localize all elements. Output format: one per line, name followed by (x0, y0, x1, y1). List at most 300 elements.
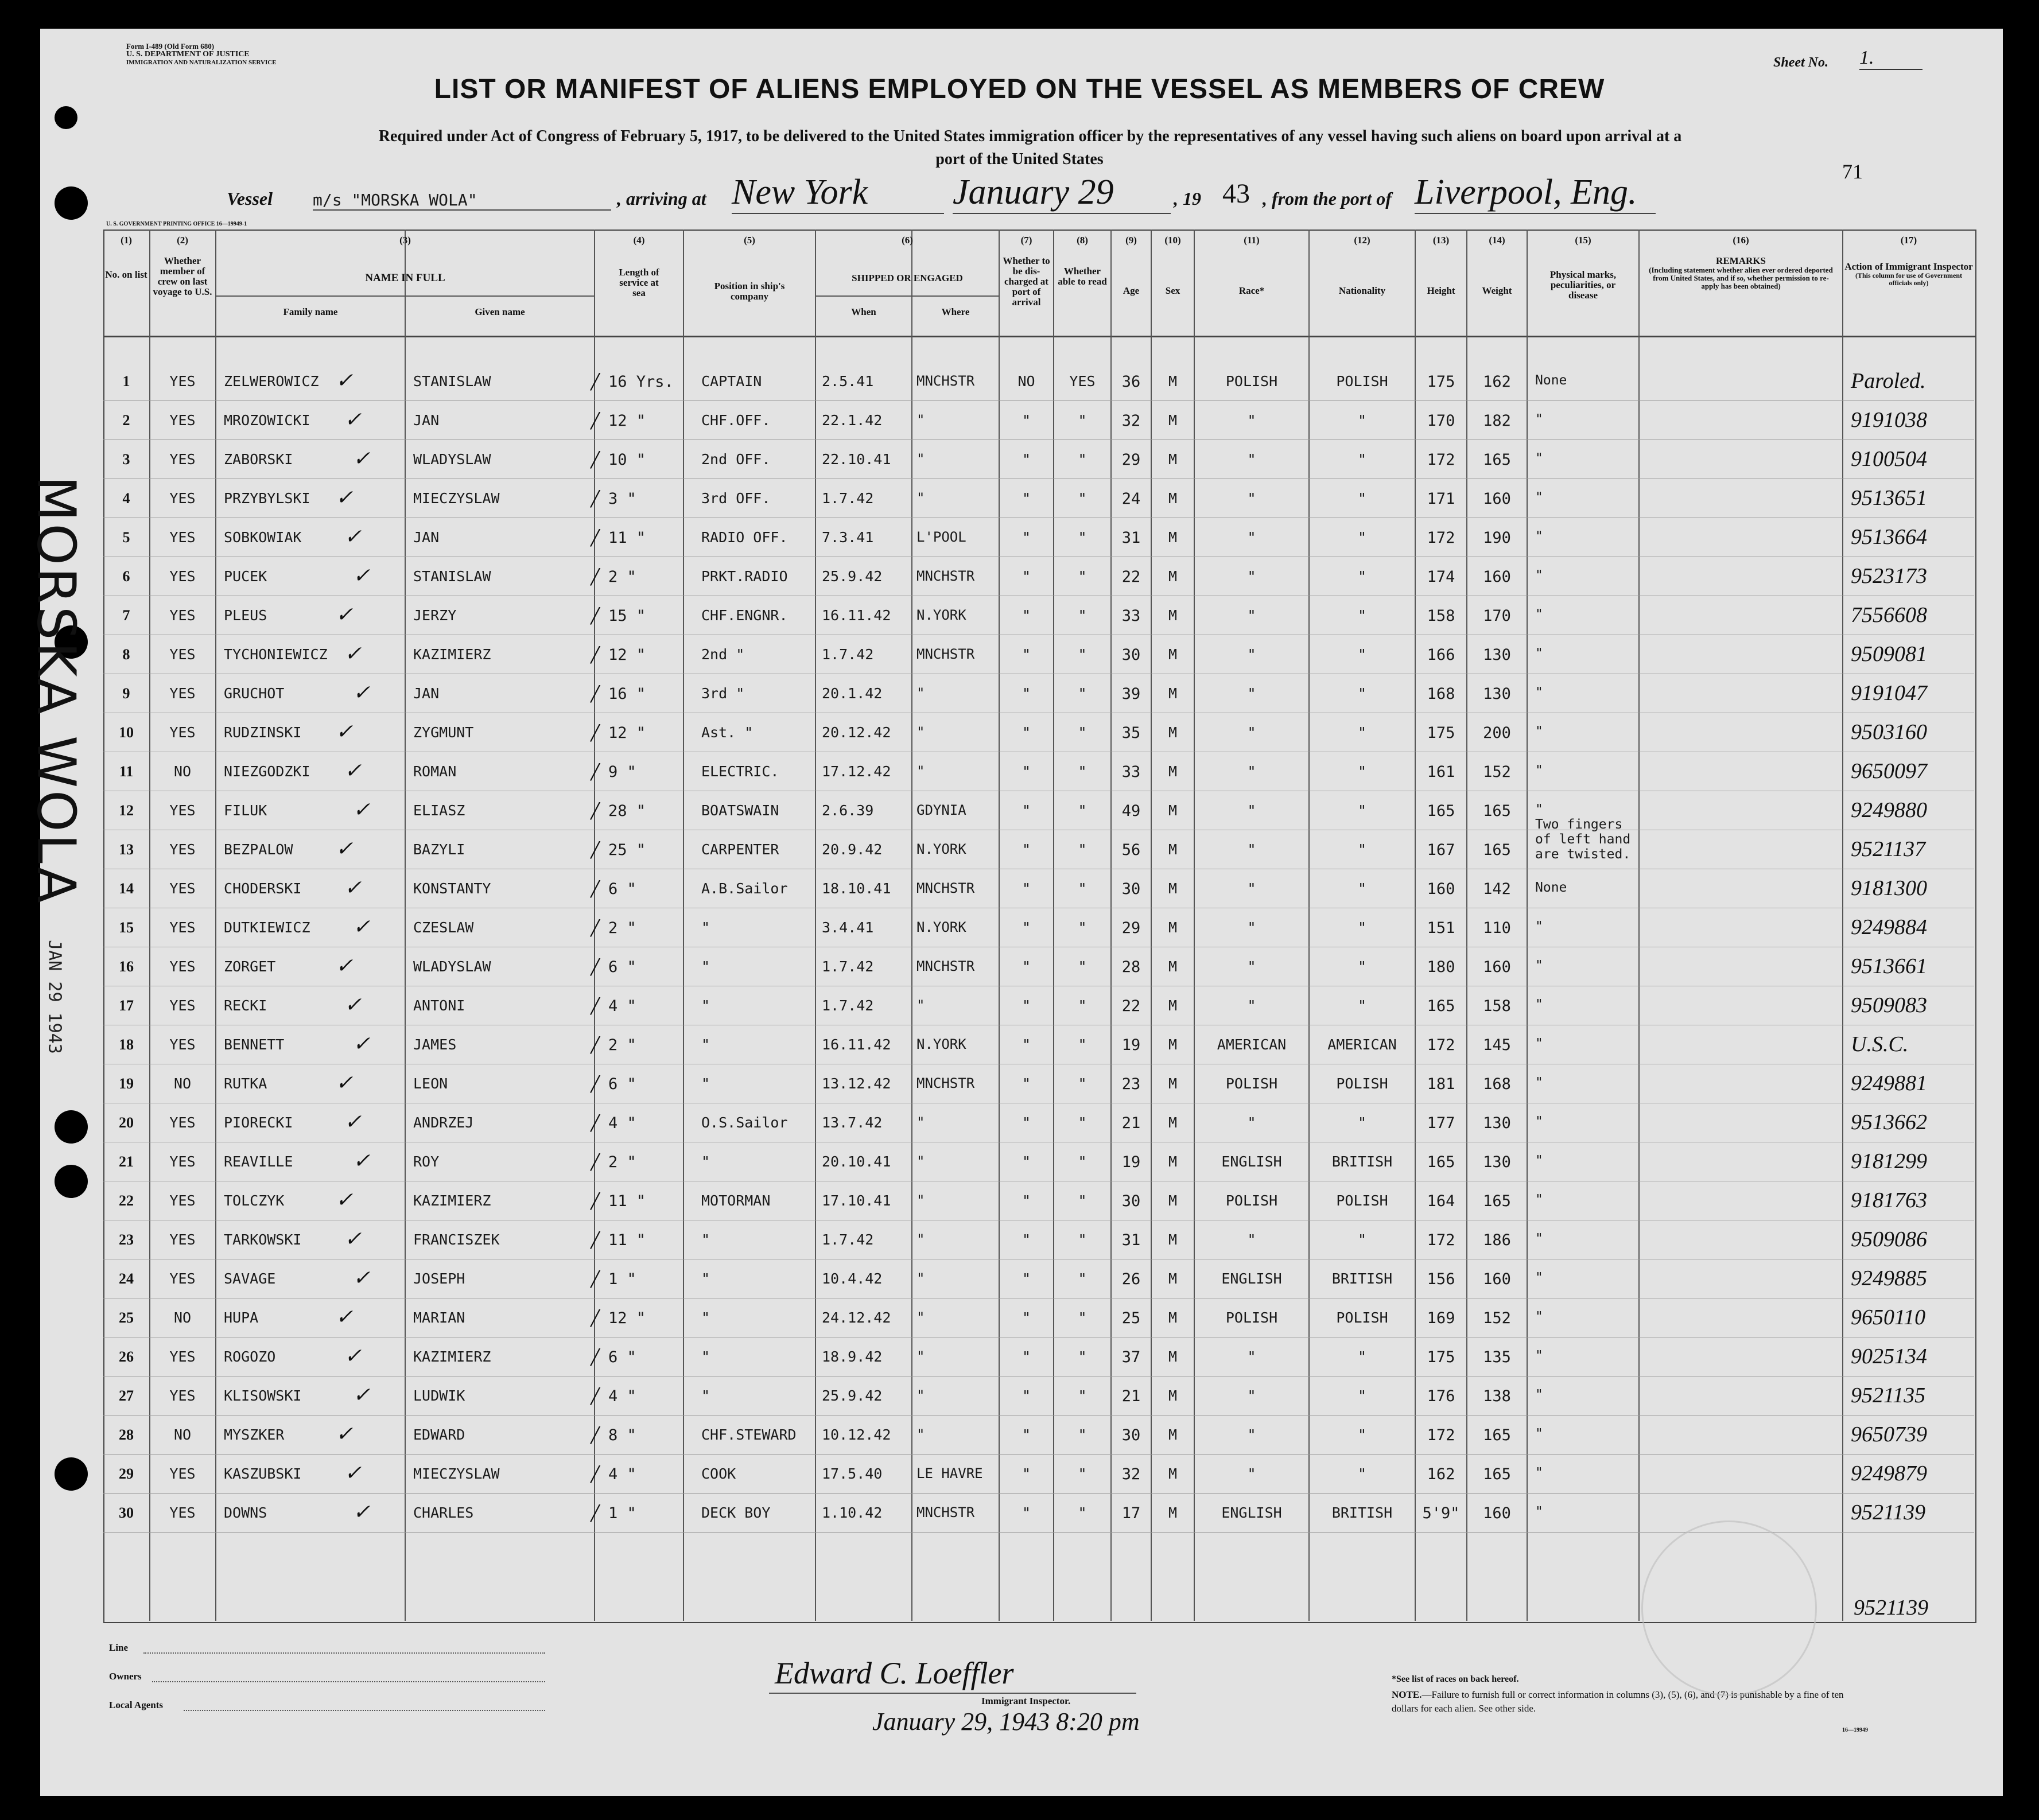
cell-race: ENGLISH (1221, 1153, 1282, 1170)
cell-read: " (1078, 412, 1087, 429)
cell-height: 175 (1427, 373, 1455, 391)
cell-height: 171 (1427, 490, 1455, 508)
cell-service: 4 " (608, 1387, 636, 1405)
tally-mark-icon: / (591, 640, 599, 669)
tally-mark-icon: / (591, 1225, 599, 1254)
cell-given: KAZIMIERZ (413, 646, 491, 663)
check-mark-icon: ✓ (353, 1032, 371, 1055)
cell-disch: " (1022, 1504, 1031, 1521)
check-mark-icon: ✓ (353, 564, 371, 587)
cell-position: 3rd OFF. (701, 490, 771, 507)
col-5-number: (5) (744, 235, 755, 246)
cell-weight: 142 (1483, 880, 1511, 898)
cell-no: 19 (119, 1075, 134, 1092)
vessel-label: Vessel (227, 188, 273, 209)
cell-given: BAZYLI (413, 841, 465, 858)
cell-age: 22 (1121, 997, 1141, 1015)
check-mark-icon: ✓ (353, 1500, 371, 1523)
cell-disch: " (1022, 1153, 1031, 1170)
cell-last: YES (169, 958, 196, 975)
cell-weight: 138 (1483, 1387, 1511, 1405)
cell-given: JAN (413, 529, 440, 546)
cell-marks: None (1535, 880, 1567, 895)
cell-when: 20.1.42 (822, 685, 883, 702)
cell-given: CZESLAW (413, 919, 474, 936)
cell-race: " (1247, 1387, 1256, 1404)
local-agents-label: Local Agents (109, 1700, 163, 1710)
check-mark-icon: ✓ (353, 915, 371, 938)
cell-age: 32 (1121, 412, 1141, 430)
cell-disch: " (1022, 1426, 1031, 1443)
cell-no: 25 (119, 1309, 134, 1326)
cell-last: YES (169, 568, 196, 585)
col-17-header: Action of Immigrant Inspector (1844, 261, 1973, 272)
cell-sex: M (1168, 1153, 1178, 1170)
cell-weight: 165 (1483, 451, 1511, 469)
cell-disch: " (1022, 958, 1031, 975)
cell-family: SOBKOWIAK (224, 529, 302, 546)
cell-race: " (1247, 997, 1256, 1014)
cell-where: MNCHSTR (916, 373, 975, 389)
cell-race: " (1247, 646, 1256, 663)
cell-height: 160 (1427, 880, 1455, 898)
consulate-seal (1641, 1520, 1817, 1696)
cell-where: MNCHSTR (916, 568, 975, 584)
penalty-note (1392, 1688, 1851, 1716)
tally-mark-icon: / (591, 1459, 599, 1488)
cell-nat: " (1357, 1387, 1367, 1404)
inspector-signature: Edward C. Loeffler (775, 1656, 1014, 1690)
cell-weight: 165 (1483, 1192, 1511, 1210)
check-mark-icon: ✓ (344, 993, 362, 1016)
tally-mark-icon: / (591, 367, 599, 396)
cell-last: YES (169, 1036, 196, 1053)
cell-family: TARKOWSKI (224, 1231, 302, 1248)
col-2-number: (2) (177, 235, 188, 246)
cell-where: N.YORK (916, 919, 966, 935)
cell-service: 4 " (608, 997, 636, 1015)
cell-last: YES (169, 1465, 196, 1482)
tally-mark-icon: / (591, 874, 599, 903)
cell-when: 3.4.41 (822, 919, 874, 936)
cell-race: POLISH (1225, 373, 1278, 390)
cell-height: 172 (1427, 1426, 1455, 1444)
cell-sex: M (1168, 373, 1178, 390)
col-9-number: (9) (1125, 235, 1137, 246)
cell-position: " (701, 919, 710, 936)
arriving-port: New York (732, 172, 944, 214)
cell-when: 1.10.42 (822, 1504, 883, 1521)
cell-sex: M (1168, 529, 1178, 546)
cell-no: 17 (119, 997, 134, 1014)
cell-given: KAZIMIERZ (413, 1348, 491, 1365)
cell-sex: M (1168, 724, 1178, 741)
cell-nat: " (1357, 724, 1367, 741)
cell-sex: M (1168, 1075, 1178, 1092)
cell-position: DECK BOY (701, 1504, 771, 1521)
cell-nat: " (1357, 1426, 1367, 1443)
cell-when: 2.6.39 (822, 802, 874, 819)
cell-read: " (1078, 1348, 1087, 1365)
department: U. S. DEPARTMENT OF JUSTICE (126, 50, 250, 59)
cell-height: 175 (1427, 724, 1455, 742)
cell-service: 6 " (608, 1348, 636, 1366)
col-12-number: (12) (1354, 235, 1370, 246)
cell-read: " (1078, 1153, 1087, 1170)
cell-service: 1 " (608, 1504, 636, 1522)
cell-when: 17.12.42 (822, 763, 891, 780)
cell-where: MNCHSTR (916, 880, 975, 896)
cell-action: U.S.C. (1851, 1032, 1909, 1056)
cell-given: JAN (413, 412, 440, 429)
cell-read: " (1078, 1036, 1087, 1053)
cell-when: 7.3.41 (822, 529, 874, 546)
cell-height: 165 (1427, 997, 1455, 1015)
cell-disch: " (1022, 1465, 1031, 1482)
cell-last: NO (173, 1426, 192, 1443)
cell-family: PRZYBYLSKI (224, 490, 310, 507)
cell-position: " (701, 997, 710, 1014)
inspector-title: Immigrant Inspector. (981, 1695, 1071, 1706)
cell-read: " (1078, 685, 1087, 702)
cell-when: 13.7.42 (822, 1114, 883, 1131)
cell-sex: M (1168, 1114, 1178, 1131)
cell-disch: " (1022, 412, 1031, 429)
extra-action-number: 9521139 (1854, 1596, 1929, 1620)
col-1-number: (1) (121, 235, 132, 246)
cell-nat: POLISH (1336, 1192, 1388, 1209)
cell-where: " (916, 1192, 925, 1208)
cell-given: ANDRZEJ (413, 1114, 474, 1131)
cell-service: 6 " (608, 880, 636, 898)
side-stamp-date: JAN 29 1943 (44, 940, 65, 1054)
cell-race: " (1247, 685, 1256, 702)
cell-service: 11 " (608, 529, 646, 547)
cell-age: 30 (1121, 1426, 1141, 1444)
cell-marks: " (1535, 1192, 1543, 1207)
cell-when: 22.10.41 (822, 451, 891, 468)
cell-given: LEON (413, 1075, 448, 1092)
cell-disch: NO (1017, 373, 1035, 390)
punch-hole (55, 106, 77, 129)
cell-action: 9650110 (1851, 1305, 1926, 1329)
cell-disch: " (1022, 1270, 1031, 1287)
cell-height: 172 (1427, 451, 1455, 469)
check-mark-icon: ✓ (353, 798, 371, 821)
cell-service: 12 " (608, 724, 646, 742)
col-6a-header: When (851, 306, 876, 317)
cell-when: 1.7.42 (822, 997, 874, 1014)
cell-no: 5 (122, 529, 130, 546)
cell-nat: " (1357, 1114, 1367, 1131)
tally-mark-icon: / (591, 835, 599, 864)
owners-label: Owners (109, 1671, 142, 1682)
cell-no: 15 (119, 919, 134, 936)
cell-where: " (916, 724, 925, 740)
check-mark-icon: ✓ (344, 1344, 362, 1367)
cell-when: 20.12.42 (822, 724, 891, 741)
cell-nat: " (1357, 1231, 1367, 1248)
cell-when: 1.7.42 (822, 958, 874, 975)
cell-marks: " (1535, 802, 1543, 817)
check-mark-icon: ✓ (336, 1071, 354, 1094)
cell-sex: M (1168, 880, 1178, 897)
cell-last: YES (169, 997, 196, 1014)
cell-last: YES (169, 1504, 196, 1521)
cell-sex: M (1168, 1036, 1178, 1053)
cell-when: 24.12.42 (822, 1309, 891, 1326)
cell-marks: " (1535, 646, 1543, 661)
cell-marks: " (1535, 1309, 1543, 1324)
cell-weight: 165 (1483, 841, 1511, 859)
cell-read: " (1078, 724, 1087, 741)
cell-height: 174 (1427, 568, 1455, 586)
cell-race: ENGLISH (1221, 1270, 1282, 1287)
cell-last: YES (169, 841, 196, 858)
cell-position: " (701, 958, 710, 975)
note-label: NOTE. (1392, 1689, 1422, 1700)
check-mark-icon: ✓ (344, 1461, 362, 1484)
cell-where: " (916, 685, 925, 701)
cell-given: STANISLAW (413, 568, 491, 585)
cell-no: 3 (122, 451, 130, 468)
cell-weight: 160 (1483, 958, 1511, 976)
cell-family: HUPA (224, 1309, 259, 1326)
cell-service: 16 Yrs. (608, 373, 674, 391)
cell-marks: " (1535, 763, 1543, 778)
cell-disch: " (1022, 568, 1031, 585)
cell-given: ROMAN (413, 763, 457, 780)
cell-service: 10 " (608, 451, 646, 469)
cell-last: YES (169, 880, 196, 897)
tally-mark-icon: / (591, 1069, 599, 1098)
cell-position: " (701, 1036, 710, 1053)
cell-sex: M (1168, 1348, 1178, 1365)
cell-weight: 170 (1483, 607, 1511, 625)
col-16-number: (16) (1733, 235, 1749, 246)
cell-action: 9181299 (1851, 1149, 1927, 1173)
cell-marks: " (1535, 1504, 1543, 1519)
cell-marks: " (1535, 529, 1543, 544)
cell-race: " (1247, 841, 1256, 858)
cell-family: PLEUS (224, 607, 267, 624)
cell-marks: " (1535, 1231, 1543, 1246)
cell-service: 28 " (608, 802, 646, 820)
cell-when: 16.11.42 (822, 1036, 891, 1053)
cell-action: 9249880 (1851, 798, 1927, 822)
cell-height: 181 (1427, 1075, 1455, 1093)
line-label: Line (109, 1642, 129, 1653)
cell-last: YES (169, 451, 196, 468)
cell-race: " (1247, 724, 1256, 741)
cell-weight: 168 (1483, 1075, 1511, 1093)
cell-marks: " (1535, 958, 1543, 973)
cell-given: STANISLAW (413, 373, 491, 390)
cell-family: DOWNS (224, 1504, 267, 1521)
cell-marks: " (1535, 997, 1543, 1012)
cell-last: YES (169, 1153, 196, 1170)
check-mark-icon: ✓ (344, 876, 362, 899)
col-9-header: Age (1123, 285, 1140, 296)
cell-sex: M (1168, 1504, 1178, 1521)
cell-given: ROY (413, 1153, 440, 1170)
col-2-header: Whether member of crew on last voyage to U.S. (153, 255, 212, 297)
cell-race: " (1247, 490, 1256, 507)
cell-age: 30 (1121, 880, 1141, 898)
col-6-number: (6) (902, 235, 913, 246)
cell-given: WLADYSLAW (413, 958, 491, 975)
cell-given: MIECZYSLAW (413, 1465, 500, 1482)
cell-position: Ast. " (701, 724, 754, 741)
cell-disch: " (1022, 1192, 1031, 1209)
cell-position: CHF.STEWARD (701, 1426, 797, 1443)
cell-nat: " (1357, 997, 1367, 1014)
cell-action: 9521135 (1851, 1383, 1926, 1407)
cell-height: 172 (1427, 529, 1455, 547)
cell-height: 166 (1427, 646, 1455, 664)
cell-last: YES (169, 1270, 196, 1287)
check-mark-icon: ✓ (336, 603, 354, 626)
cell-disch: " (1022, 1075, 1031, 1092)
check-mark-icon: ✓ (336, 720, 354, 743)
cell-sex: M (1168, 607, 1178, 624)
col-17-subheader: (This column for use of Government officials only) (1855, 271, 1963, 287)
cell-race: " (1247, 1114, 1256, 1131)
cell-disch: " (1022, 685, 1031, 702)
check-mark-icon: ✓ (353, 1149, 371, 1172)
cell-action: 9509086 (1851, 1227, 1927, 1251)
cell-age: 30 (1121, 646, 1141, 664)
cell-given: JAMES (413, 1036, 457, 1053)
cell-family: MROZOWICKI (224, 412, 310, 429)
cell-when: 18.9.42 (822, 1348, 883, 1365)
cell-height: 175 (1427, 1348, 1455, 1366)
col-13-header: Height (1427, 285, 1455, 296)
cell-age: 56 (1121, 841, 1141, 859)
col-6-header: SHIPPED OR ENGAGED (852, 273, 963, 283)
cell-last: NO (173, 1075, 192, 1092)
cell-height: 162 (1427, 1465, 1455, 1483)
tally-mark-icon: / (591, 991, 599, 1020)
cell-when: 18.10.41 (822, 880, 891, 897)
cell-marks: " (1535, 607, 1543, 622)
cell-age: 31 (1121, 1231, 1141, 1249)
arriving-label: , arriving at (617, 188, 706, 209)
cell-read: YES (1069, 373, 1096, 390)
cell-last: YES (169, 1231, 196, 1248)
cell-no: 18 (119, 1036, 134, 1053)
cell-given: JERZY (413, 607, 457, 624)
cell-nat: " (1357, 685, 1367, 702)
cell-family: GRUCHOT (224, 685, 285, 702)
cell-height: 158 (1427, 607, 1455, 625)
cell-height: 176 (1427, 1387, 1455, 1405)
cell-family: NIEZGODZKI (224, 763, 310, 780)
cell-where: " (916, 1114, 925, 1130)
cell-age: 37 (1121, 1348, 1141, 1366)
cell-action: 9100504 (1851, 447, 1927, 471)
check-mark-icon: ✓ (344, 759, 362, 782)
cell-sex: M (1168, 997, 1178, 1014)
cell-disch: " (1022, 1387, 1031, 1404)
cell-age: 28 (1121, 958, 1141, 976)
cell-no: 12 (119, 802, 134, 819)
cell-sex: M (1168, 451, 1178, 468)
cell-age: 30 (1121, 1192, 1141, 1210)
cell-read: " (1078, 1075, 1087, 1092)
cell-race: " (1247, 802, 1256, 819)
cell-age: 49 (1121, 802, 1141, 820)
cell-when: 22.1.42 (822, 412, 883, 429)
cell-position: " (701, 1075, 710, 1092)
cell-when: 1.7.42 (822, 1231, 874, 1248)
cell-age: 36 (1121, 373, 1141, 391)
cell-nat: " (1357, 607, 1367, 624)
cell-marks: " (1535, 1426, 1543, 1441)
cell-given: CHARLES (413, 1504, 474, 1521)
cell-disch: " (1022, 1114, 1031, 1131)
cell-sex: M (1168, 919, 1178, 936)
tally-mark-icon: / (591, 1186, 599, 1215)
cell-race: " (1247, 607, 1256, 624)
cell-age: 19 (1121, 1153, 1141, 1171)
row-divider (103, 1454, 1974, 1455)
cell-when: 2.5.41 (822, 373, 874, 390)
cell-read: " (1078, 1270, 1087, 1287)
cell-weight: 145 (1483, 1036, 1511, 1054)
cell-action: 9191047 (1851, 681, 1927, 705)
cell-weight: 162 (1483, 373, 1511, 391)
cell-action: 9509083 (1851, 993, 1927, 1017)
punch-hole (55, 1110, 88, 1144)
col-7-header: Whether to be dis-charged at port of arrival (1003, 255, 1050, 308)
cell-nat: " (1357, 412, 1367, 429)
cell-nat: BRITISH (1331, 1504, 1393, 1521)
cell-no: 2 (122, 412, 130, 429)
tally-mark-icon: / (591, 913, 599, 942)
cell-position: 2nd " (701, 646, 745, 663)
cell-given: KONSTANTY (413, 880, 491, 897)
cell-race: " (1247, 529, 1256, 546)
cell-marks: " (1535, 1114, 1543, 1129)
col-1-header: No. on list (105, 269, 147, 280)
cell-height: 180 (1427, 958, 1455, 976)
cell-action: 9191038 (1851, 408, 1927, 432)
cell-marks: " (1535, 1465, 1543, 1480)
col-8-number: (8) (1077, 235, 1088, 246)
cell-service: 4 " (608, 1114, 636, 1132)
cell-weight: 130 (1483, 646, 1511, 664)
cell-weight: 160 (1483, 568, 1511, 586)
cell-age: 33 (1121, 607, 1141, 625)
cell-height: 169 (1427, 1309, 1455, 1327)
cell-family: ZELWEROWICZ (224, 373, 319, 390)
cell-family: MYSZKER (224, 1426, 285, 1443)
print-code: 16—19949 (1842, 1727, 1868, 1733)
cell-family: PIORECKI (224, 1114, 293, 1131)
cell-read: " (1078, 1387, 1087, 1404)
cell-no: 21 (119, 1153, 134, 1170)
cell-read: " (1078, 529, 1087, 546)
cell-weight: 130 (1483, 1153, 1511, 1171)
cell-marks: " (1535, 685, 1543, 700)
cell-when: 10.12.42 (822, 1426, 891, 1443)
cell-read: " (1078, 1504, 1087, 1521)
cell-nat: " (1357, 1465, 1367, 1482)
cell-action: 9249879 (1851, 1461, 1927, 1485)
cell-disch: " (1022, 763, 1031, 780)
cell-service: 16 " (608, 685, 646, 703)
